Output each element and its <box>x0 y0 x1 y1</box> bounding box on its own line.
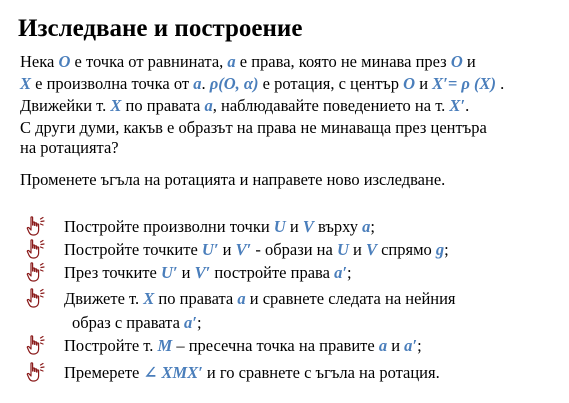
intro-text: . <box>201 74 210 93</box>
instruction-text: Променете ъгъла на ротацията и направете ново изследване. <box>20 170 446 189</box>
var-a-prime: a′ <box>404 336 418 355</box>
intro-text: Движейки т. <box>20 96 111 115</box>
pointing-hand-icon <box>26 261 48 283</box>
task-text: Премерете ∠ XMX′ и го сравнете с ъгъла на ротация. <box>64 363 440 382</box>
pointing-hand-icon <box>26 334 48 356</box>
var-U-prime: U′ <box>201 240 219 259</box>
intro-text: и <box>415 74 433 93</box>
intro-line-4: С други думи, какъв е образът на права не минаваща през центъра <box>20 118 487 137</box>
var-O: O <box>58 52 71 71</box>
var-a: a <box>237 289 246 308</box>
var-M: M <box>157 336 173 355</box>
var-V-prime: V′ <box>194 263 211 282</box>
var-O: O <box>450 52 463 71</box>
intro-line-5: на ротацията? <box>20 138 119 157</box>
var-X-prime: X′ <box>449 96 466 115</box>
pointing-hand-icon <box>26 215 48 237</box>
intro-text: е произволна точка от <box>31 74 194 93</box>
intro-line-2 <box>20 74 504 94</box>
angle-XMX-prime: ∠ XMX′ <box>143 363 203 382</box>
var-U: U <box>273 217 286 236</box>
var-a-prime: a′ <box>334 263 347 282</box>
intro-text: Нека <box>20 52 59 71</box>
var-a: a <box>227 52 236 71</box>
var-a-prime: a′ <box>184 313 197 332</box>
pointing-hand-icon <box>26 361 48 383</box>
pointing-hand-icon <box>26 238 48 260</box>
intro-text: , наблюдавайте поведението на т. <box>212 96 450 115</box>
task-text: Постройте произволни точки U и V върху a; <box>64 217 375 236</box>
var-V: V <box>302 217 314 236</box>
intro-text: . <box>495 74 505 93</box>
intro-text: е права, която не минава през <box>235 52 451 71</box>
var-a: a <box>193 74 202 93</box>
task-text-continued: образ с правата a′; <box>72 313 202 332</box>
var-X: X <box>110 96 122 115</box>
page-title: Изследване и построение <box>18 15 303 42</box>
intro-line-3 <box>20 96 469 116</box>
task-text: Постройте точките U′ и V′ - образи на U и V спрямо g; <box>64 240 449 259</box>
var-X: X <box>143 289 155 308</box>
intro-text: по правата <box>121 96 205 115</box>
intro-line-1 <box>20 52 476 72</box>
intro-text: е ротация, с център <box>258 74 404 93</box>
var-a: a <box>204 96 213 115</box>
var-g: g <box>435 240 445 259</box>
var-a: a <box>362 217 371 236</box>
var-V-prime: V′ <box>235 240 252 259</box>
pointing-hand-icon <box>26 287 48 309</box>
var-X: X <box>20 74 32 93</box>
intro-text: е точка от равнината, <box>70 52 228 71</box>
task-text: През точките U′ и V′ постройте права a′; <box>64 263 352 282</box>
image-formula: X′= ρ (X) <box>432 74 496 93</box>
var-U: U <box>336 240 349 259</box>
var-V: V <box>365 240 377 259</box>
intro-text: и <box>462 52 476 71</box>
rotation-formula: ρ(O, α) <box>209 74 259 93</box>
intro-text: . <box>465 96 470 115</box>
task-text: Постройте т. M – пресечна точка на правите a и a′; <box>64 336 422 355</box>
var-O: O <box>403 74 416 93</box>
var-U-prime: U′ <box>160 263 178 282</box>
var-a: a <box>378 336 388 355</box>
task-text: Движете т. X по правата a и сравнете следата на нейния <box>64 289 456 308</box>
